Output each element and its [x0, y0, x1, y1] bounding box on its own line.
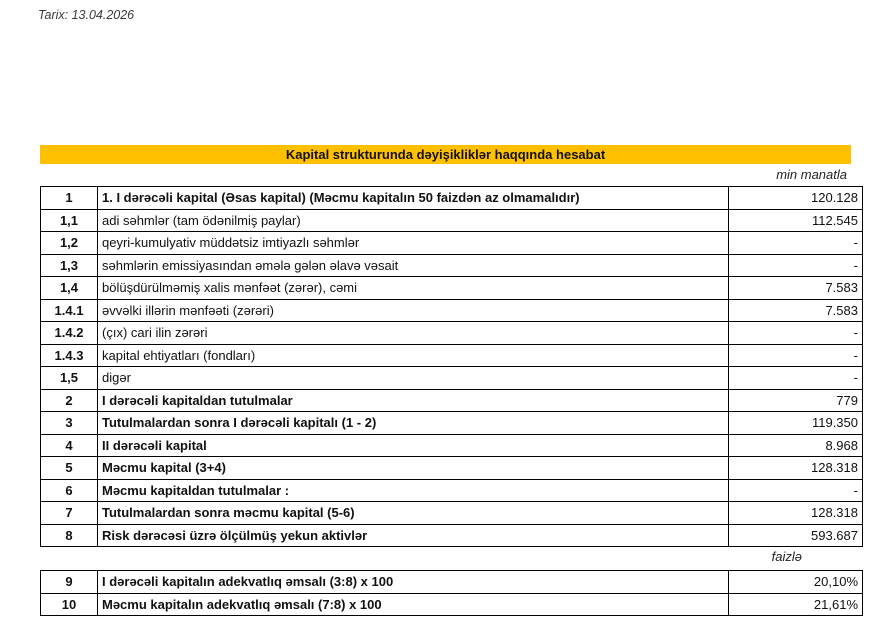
row-description-cell: Məcmu kapital (3+4) — [98, 457, 729, 480]
row-number-cell: 1,1 — [41, 209, 98, 232]
row-number-cell: 2 — [41, 389, 98, 412]
row-number-cell: 1.4.1 — [41, 299, 98, 322]
adequacy-ratio-table — [40, 570, 863, 616]
row-value-cell: 112.545 — [729, 209, 863, 232]
row-description-cell: adi səhmlər (tam ödənilmiş paylar) — [98, 209, 729, 232]
row-description-cell: kapital ehtiyatları (fondları) — [98, 344, 729, 367]
percent-note: faizlə — [771, 549, 802, 564]
row-description-cell: 1. I dərəcəli kapital (Əsas kapital) (Məcmu kapitalın 50 faizdən az olmamalıdır) — [98, 187, 729, 210]
row-number-cell: 8 — [41, 524, 98, 547]
table-row — [41, 412, 863, 435]
row-description-cell: I dərəcəli kapitaldan tutulmalar — [98, 389, 729, 412]
row-value-cell: 8.968 — [729, 434, 863, 457]
table-row — [41, 593, 863, 616]
row-number-cell: 1,4 — [41, 277, 98, 300]
row-number-cell: 5 — [41, 457, 98, 480]
row-description-cell: I dərəcəli kapitalın adekvatlıq əmsalı (3:8) x 100 — [98, 571, 729, 594]
row-description-cell: II dərəcəli kapital — [98, 434, 729, 457]
table-row — [41, 389, 863, 412]
table-row — [41, 434, 863, 457]
row-description-cell: (çıx) cari ilin zərəri — [98, 322, 729, 345]
row-value-cell: - — [729, 367, 863, 390]
table-row — [41, 457, 863, 480]
table-row — [41, 187, 863, 210]
row-number-cell: 1.4.2 — [41, 322, 98, 345]
row-description-cell: Tutulmalardan sonra I dərəcəli kapitalı (1 - 2) — [98, 412, 729, 435]
row-value-cell: - — [729, 254, 863, 277]
row-number-cell: 1 — [41, 187, 98, 210]
table-row — [41, 571, 863, 594]
capital-structure-table — [40, 186, 863, 547]
date-label: Tarix: 13.04.2026 — [38, 8, 135, 22]
row-number-cell: 1,5 — [41, 367, 98, 390]
row-value-cell: 119.350 — [729, 412, 863, 435]
row-value-cell: 779 — [729, 389, 863, 412]
report-title: Kapital strukturunda dəyişikliklər haqqında hesabat — [285, 147, 606, 162]
table-row — [41, 367, 863, 390]
row-number-cell: 4 — [41, 434, 98, 457]
table-row — [41, 254, 863, 277]
table-row — [41, 344, 863, 367]
row-description-cell: Risk dərəcəsi üzrə ölçülmüş yekun aktivlər — [98, 524, 729, 547]
table-row — [41, 524, 863, 547]
row-value-cell: - — [729, 344, 863, 367]
row-number-cell: 10 — [41, 593, 98, 616]
row-number-cell: 9 — [41, 571, 98, 594]
row-value-cell: - — [729, 232, 863, 255]
row-description-cell: qeyri-kumulyativ müddətsiz imtiyazlı səhmlər — [98, 232, 729, 255]
row-number-cell: 1,2 — [41, 232, 98, 255]
table-row — [41, 232, 863, 255]
row-value-cell: - — [729, 479, 863, 502]
table-row — [41, 322, 863, 345]
table-row — [41, 299, 863, 322]
table-row — [41, 502, 863, 525]
table-row — [41, 209, 863, 232]
row-value-cell: 128.318 — [729, 457, 863, 480]
row-value-cell: - — [729, 322, 863, 345]
row-value-cell: 7.583 — [729, 299, 863, 322]
row-description-cell: Məcmu kapitaldan tutulmalar : — [98, 479, 729, 502]
row-description-cell: bölüşdürülməmiş xalis mənfəət (zərər), cəmi — [98, 277, 729, 300]
row-description-cell: əvvəlki illərin mənfəəti (zərəri) — [98, 299, 729, 322]
row-number-cell: 1.4.3 — [41, 344, 98, 367]
row-value-cell: 128.318 — [729, 502, 863, 525]
row-description-cell: digər — [98, 367, 729, 390]
row-number-cell: 1,3 — [41, 254, 98, 277]
row-number-cell: 6 — [41, 479, 98, 502]
table-row — [41, 277, 863, 300]
row-value-cell: 20,10% — [729, 571, 863, 594]
table-row — [41, 479, 863, 502]
row-description-cell: Tutulmalardan sonra məcmu kapital (5-6) — [98, 502, 729, 525]
row-value-cell: 7.583 — [729, 277, 863, 300]
row-description-cell: Məcmu kapitalın adekvatlıq əmsalı (7:8) x 100 — [98, 593, 729, 616]
row-value-cell: 120.128 — [729, 187, 863, 210]
row-value-cell: 593.687 — [729, 524, 863, 547]
row-value-cell: 21,61% — [729, 593, 863, 616]
row-description-cell: səhmlərin emissiyasından əmələ gələn əlavə vəsait — [98, 254, 729, 277]
unit-note: min manatla — [776, 167, 847, 182]
row-number-cell: 3 — [41, 412, 98, 435]
row-number-cell: 7 — [41, 502, 98, 525]
report-title-bar — [40, 145, 851, 164]
